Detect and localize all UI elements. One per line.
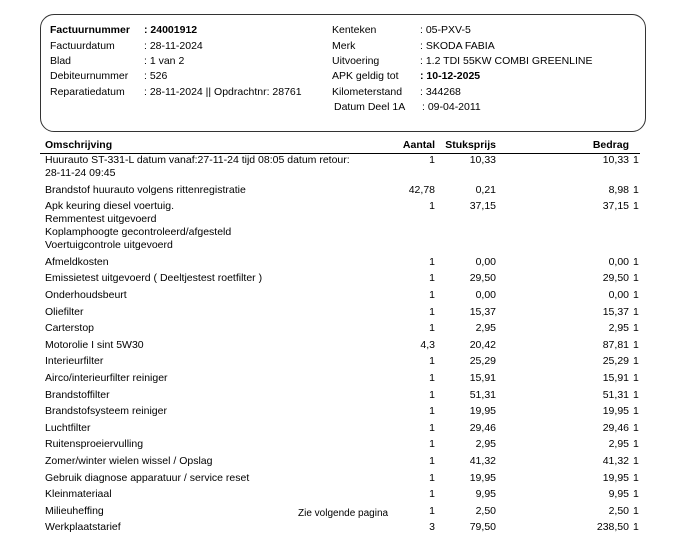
line-amount: 2,95 [608, 322, 629, 335]
line-amount: 2,95 [608, 438, 629, 451]
line-price: 29,46 [469, 421, 496, 434]
line-price: 29,50 [469, 272, 496, 285]
field-label: Blad [50, 55, 72, 67]
next-page-note: Zie volgende pagina [298, 508, 389, 519]
line-amount: 37,15 [602, 200, 629, 213]
line-qty: 1 [429, 289, 435, 301]
line-qty: 1 [429, 471, 435, 484]
line-description: Emissietest uitgevoerd ( Deeltjestest roetfilter ) [45, 272, 263, 285]
field-value: : 10-12-2025 [420, 70, 481, 82]
field-value: : SKODA FABIA [420, 40, 495, 52]
line-price: 9,95 [475, 488, 496, 501]
line-price: 15,37 [469, 305, 496, 318]
line-description: Ruitensproeiervulling [45, 438, 144, 451]
line-vat-code: 1 [633, 272, 639, 285]
field-label: Uitvoering [332, 55, 380, 67]
header-field [50, 54, 184, 69]
col-qty: Aantal [402, 139, 435, 151]
line-qty: 1 [429, 388, 435, 401]
line-vat-code: 1 [633, 405, 639, 418]
field-value: : 24001912 [144, 24, 198, 36]
line-amount: 15,91 [602, 372, 629, 384]
line-amount: 87,81 [602, 338, 629, 351]
field-label: Factuurdatum [50, 40, 115, 52]
field-label: Kilometerstand [332, 86, 403, 98]
field-label: Reparatiedatum [50, 86, 125, 98]
line-qty: 1 [429, 455, 435, 467]
header-field [50, 69, 167, 84]
line-qty: 1 [429, 488, 435, 501]
vehicle-field [332, 39, 495, 54]
line-price: 19,95 [469, 405, 496, 418]
line-amount: 29,50 [602, 272, 629, 285]
field-label: APK geldig tot [332, 70, 399, 82]
line-amount: 51,31 [602, 388, 629, 401]
field-label: Kenteken [332, 24, 377, 36]
line-description: Huurauto ST-331-L datum vanaf:27-11-24 tijd 08:05 datum retour: 28-11-24 09:45 [45, 154, 350, 179]
vehicle-field [332, 85, 461, 100]
line-qty: 1 [429, 438, 435, 451]
line-vat-code: 1 [633, 154, 639, 166]
line-amount: 0,00 [608, 289, 629, 301]
table-header [0, 139, 685, 153]
line-description: Carterstop [45, 322, 95, 335]
line-description: Interieurfilter [45, 355, 104, 368]
line-price: 15,91 [469, 372, 496, 384]
field-value: : 1 van 2 [144, 55, 185, 67]
line-vat-code: 1 [633, 504, 639, 517]
line-qty: 1 [429, 154, 435, 166]
line-qty: 1 [429, 504, 435, 517]
line-amount: 25,29 [602, 355, 629, 368]
line-qty: 1 [429, 372, 435, 384]
line-qty: 42,78 [408, 183, 435, 196]
line-price: 41,32 [469, 455, 496, 467]
line-qty: 1 [429, 322, 435, 335]
col-amount: Bedrag [592, 139, 629, 151]
field-label: Factuurnummer [50, 24, 130, 36]
line-amount: 15,37 [602, 305, 629, 318]
vehicle-field [332, 54, 593, 69]
line-price: 2,95 [475, 322, 496, 335]
field-value: : 05-PXV-5 [420, 24, 471, 36]
line-price: 0,00 [475, 255, 496, 268]
line-qty: 3 [429, 521, 435, 534]
line-amount: 9,95 [608, 488, 629, 501]
line-vat-code: 1 [633, 338, 639, 351]
line-description: Luchtfilter [45, 421, 91, 434]
line-qty: 1 [429, 405, 435, 418]
field-value: : 344268 [420, 86, 461, 98]
line-vat-code: 1 [633, 322, 639, 335]
line-description: Oliefilter [45, 305, 84, 318]
field-value: : 1.2 TDI 55KW COMBI GREENLINE [420, 55, 593, 67]
line-amount: 238,50 [596, 521, 629, 534]
line-qty: 1 [429, 200, 435, 213]
line-price: 79,50 [469, 521, 496, 534]
line-price: 37,15 [469, 200, 496, 213]
line-vat-code: 1 [633, 421, 639, 434]
field-value: : 28-11-2024 || Opdrachtnr: 28761 [144, 86, 302, 98]
line-description: Onderhoudsbeurt [45, 289, 127, 301]
line-description: Gebruik diagnose apparatuur / service reset [45, 471, 250, 484]
field-label: Debiteurnummer [50, 70, 129, 82]
line-vat-code: 1 [633, 255, 639, 268]
line-amount: 8,98 [608, 183, 629, 196]
line-qty: 1 [429, 355, 435, 368]
line-qty: 1 [429, 305, 435, 318]
col-price: Stuksprijs [445, 139, 496, 151]
field-label: Datum Deel 1A [334, 101, 406, 113]
line-description: Brandstofsysteem reiniger [45, 405, 167, 418]
field-value: : 09-04-2011 [422, 101, 481, 113]
line-amount: 2,50 [608, 504, 629, 517]
line-vat-code: 1 [633, 355, 639, 368]
line-price: 20,42 [469, 338, 496, 351]
line-description: Kleinmateriaal [45, 488, 112, 501]
line-qty: 4,3 [420, 338, 435, 351]
line-description: Brandstoffilter [45, 388, 110, 401]
header-field [50, 23, 197, 38]
header-field [50, 39, 203, 54]
line-vat-code: 1 [633, 305, 639, 318]
line-vat-code: 1 [633, 471, 639, 484]
line-price: 2,95 [475, 438, 496, 451]
line-vat-code: 1 [633, 200, 639, 213]
line-vat-code: 1 [633, 289, 639, 301]
line-vat-code: 1 [633, 438, 639, 451]
line-description: Afmeldkosten [45, 255, 109, 268]
vehicle-field [332, 100, 481, 115]
line-price: 0,00 [475, 289, 496, 301]
field-value: : 526 [144, 70, 168, 82]
line-description: Werkplaatstarief [45, 521, 121, 534]
line-price: 2,50 [475, 504, 496, 517]
vehicle-field [332, 69, 480, 84]
line-vat-code: 1 [633, 183, 639, 196]
line-amount: 29,46 [602, 421, 629, 434]
line-description: Zomer/winter wielen wissel / Opslag [45, 455, 213, 467]
field-value: : 28-11-2024 [144, 40, 203, 52]
line-vat-code: 1 [633, 455, 639, 467]
line-description: Motorolie I sint 5W30 [45, 338, 144, 351]
line-description: Airco/interieurfilter reiniger [45, 372, 168, 384]
line-amount: 19,95 [602, 471, 629, 484]
line-vat-code: 1 [633, 388, 639, 401]
line-qty: 1 [429, 272, 435, 285]
line-amount: 0,00 [608, 255, 629, 268]
line-description: Milieuheffing [45, 504, 104, 517]
field-label: Merk [332, 40, 356, 52]
vehicle-field [332, 23, 471, 38]
line-price: 25,29 [469, 355, 496, 368]
col-description: Omschrijving [45, 139, 113, 151]
line-price: 0,21 [475, 183, 496, 196]
line-amount: 10,33 [602, 154, 629, 166]
line-amount: 19,95 [602, 405, 629, 418]
header-field [50, 85, 302, 100]
line-vat-code: 1 [633, 521, 639, 534]
line-description: Brandstof huurauto volgens rittenregistratie [45, 183, 246, 196]
line-qty: 1 [429, 421, 435, 434]
line-vat-code: 1 [633, 488, 639, 501]
line-price: 19,95 [469, 471, 496, 484]
line-description: Apk keuring diesel voertuig. Remmentest uitgevoerd Koplamphoogte gecontroleerd/afgesteld Voertuigcontrole uitgevoerd [45, 200, 232, 252]
line-amount: 41,32 [602, 455, 629, 467]
line-qty: 1 [429, 255, 435, 268]
line-price: 10,33 [469, 154, 496, 166]
line-vat-code: 1 [633, 372, 639, 384]
line-price: 51,31 [469, 388, 496, 401]
